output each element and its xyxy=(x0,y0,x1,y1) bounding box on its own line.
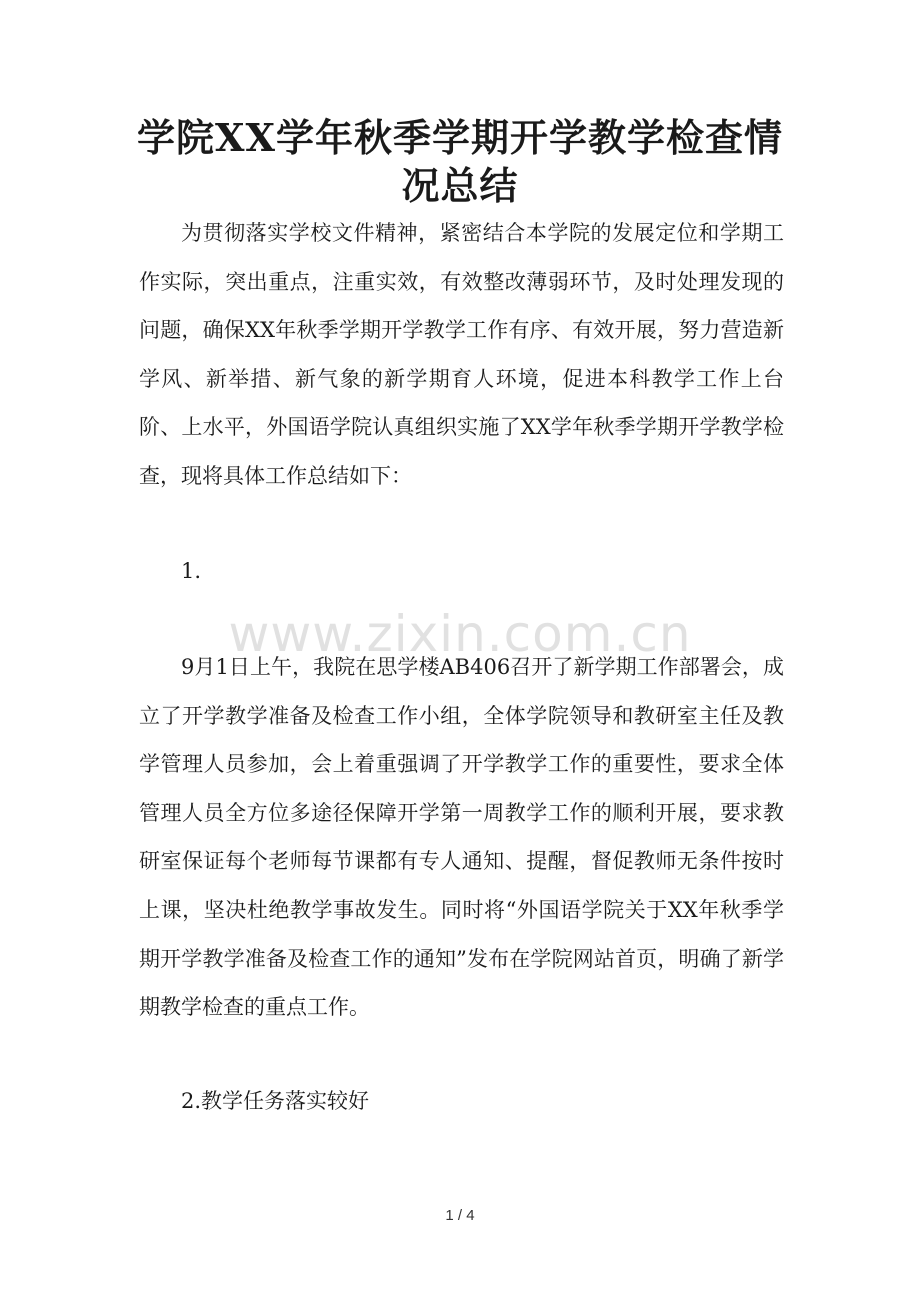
page-number: 1 / 4 xyxy=(445,1207,475,1224)
watermark: www.zixin.com.cn xyxy=(228,605,692,663)
section-1-paragraph: 9月1日上午，我院在思学楼AB406召开了新学期工作部署会，成立了开学教学准备及检查工作小组，全体学院领导和教研室主任及教学管理人员参加，会上着重强调了开学教学工作的重要性，要求全体管理人员全方位多途径保障开学第一周教学工作的顺利开展，要求教研室保证每个老师每节课都有专人通知、提醒，督促教师无条件按时上课，坚决杜绝教学事故发生。同时将“外国语学院关于XX年秋季学期开学教学准备及检查工作的通知”发布在学院网站首页，明确了新学期教学检查的重点工作。 xyxy=(139,655,784,1020)
section-2-heading: 2.教学任务落实较好 xyxy=(181,1089,370,1113)
section-1-heading: 1. xyxy=(181,559,202,583)
document-title-line-1: 学院XX学年秋季学期开学教学检查情 xyxy=(137,115,783,160)
intro-paragraph: 为贯彻落实学校文件精神，紧密结合本学院的发展定位和学期工作实际，突出重点，注重实效，有效整改薄弱环节，及时处理发现的问题，确保XX年秋季学期开学教学工作有序、有效开展，努力营造新学风、新举措、新气象的新学期育人环境，促进本科教学工作上台阶、上水平，外国语学院认真组织实施了XX学年秋季学期开学教学检查，现将具体工作总结如下： xyxy=(139,221,784,488)
document-title-line-2: 况总结 xyxy=(401,163,519,208)
